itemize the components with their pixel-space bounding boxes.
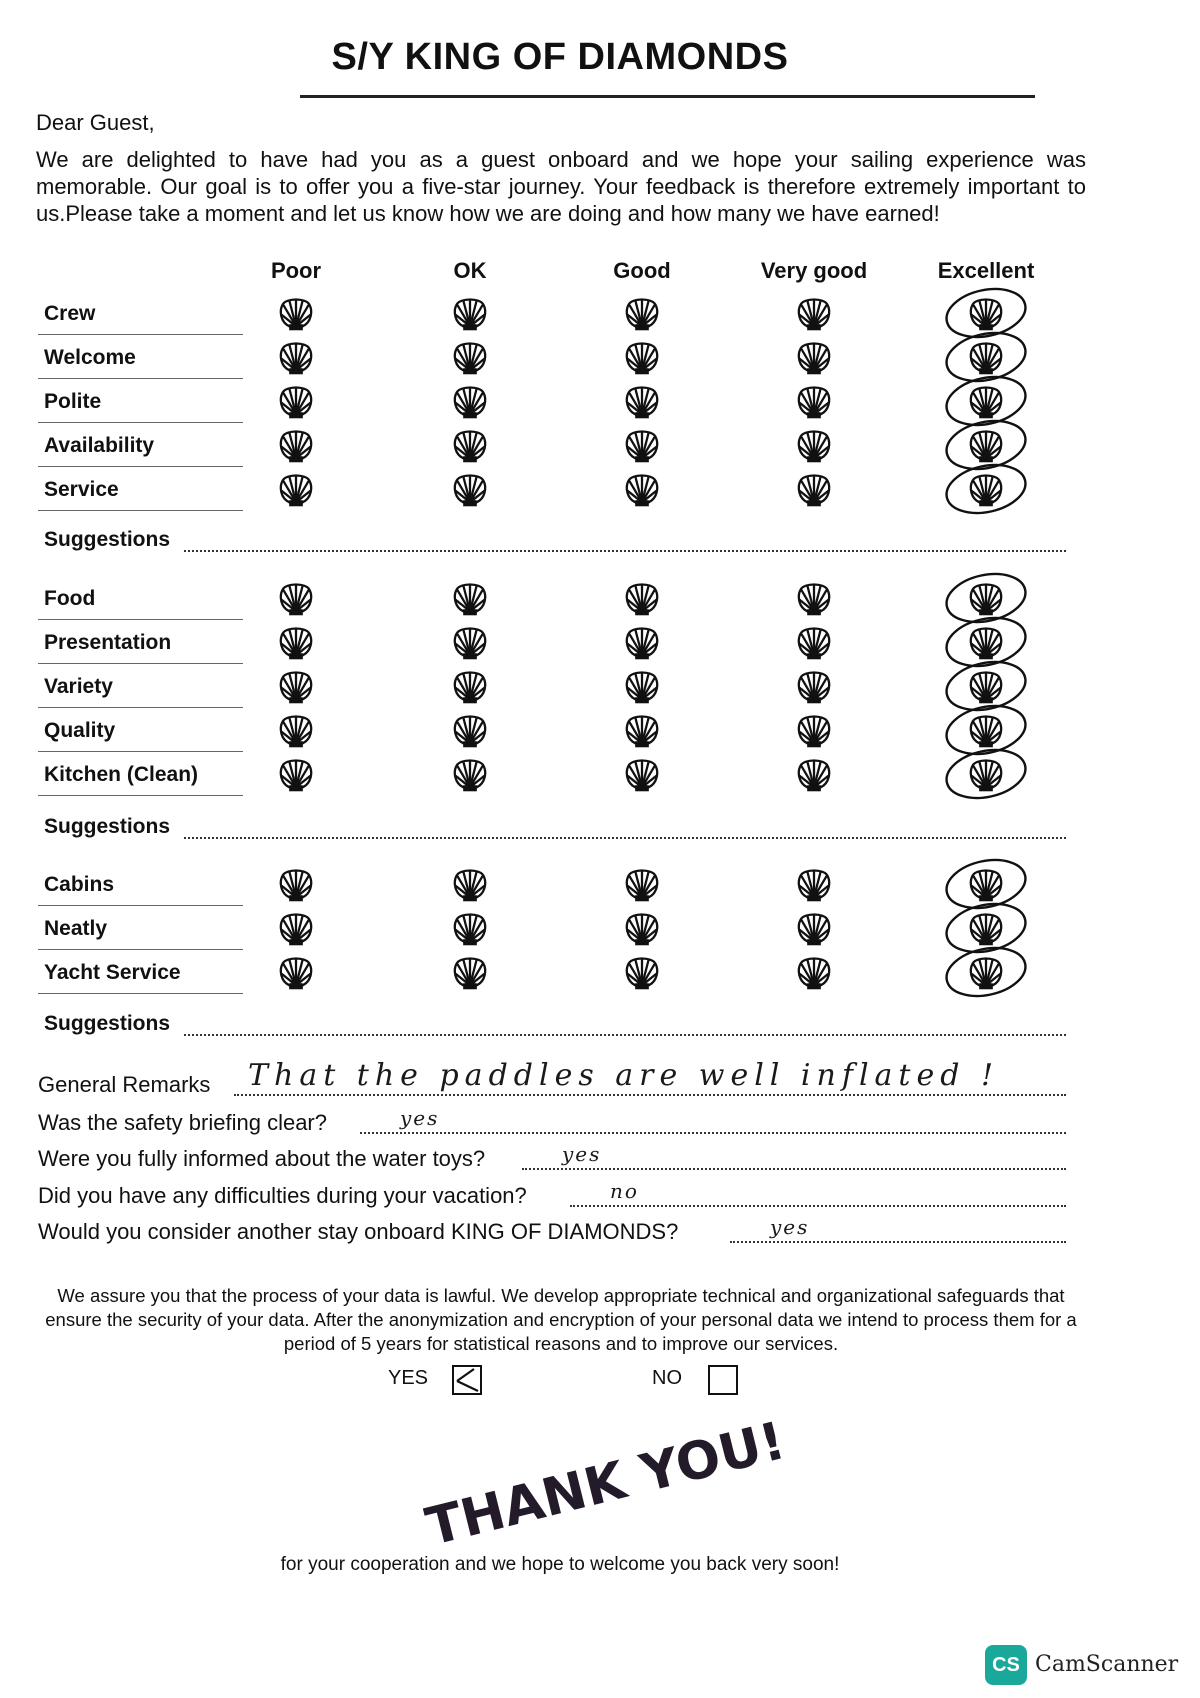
row-divider: [38, 378, 243, 379]
rating-row-label: Service: [44, 478, 119, 501]
scallop-shell-icon[interactable]: [451, 579, 489, 617]
rating-option-good[interactable]: [623, 382, 661, 420]
scallop-shell-icon[interactable]: [451, 667, 489, 705]
row-divider: [38, 663, 243, 664]
rating-option-ok[interactable]: [451, 338, 489, 376]
suggestions-field[interactable]: [184, 1034, 1066, 1036]
intro-paragraph: We are delighted to have had you as a guest onboard and we hope your sailing experience was memorable. Our goal is to offer you a five-star journey. Your feedback is therefore extremely important to us.Please take a moment and let us know how we are doing and how many we have earned!: [36, 147, 1086, 226]
rating-option-ok[interactable]: [451, 865, 489, 903]
scallop-shell-icon[interactable]: [623, 909, 661, 947]
handwritten-answer: no: [610, 1179, 639, 1203]
rating-option-poor[interactable]: [277, 623, 315, 661]
scallop-shell-icon[interactable]: [623, 470, 661, 508]
rating-row-label: Availability: [44, 434, 155, 457]
scallop-shell-icon[interactable]: [451, 338, 489, 376]
rating-option-poor[interactable]: [277, 909, 315, 947]
row-divider: [38, 510, 243, 511]
rating-row-label: Cabins: [44, 873, 115, 896]
greeting: Dear Guest,: [36, 110, 155, 135]
scallop-shell-icon[interactable]: [451, 953, 489, 991]
scallop-shell-icon[interactable]: [451, 426, 489, 464]
scallop-shell-icon[interactable]: [451, 623, 489, 661]
rating-option-very-good[interactable]: [795, 579, 833, 617]
camscanner-logo-icon: CS: [985, 1645, 1027, 1685]
closing-message: for your cooperation and we hope to welcome you back very soon!: [280, 1554, 840, 1575]
rating-row-label: Quality: [44, 719, 116, 742]
consent-yes-label: YES: [388, 1367, 429, 1389]
rating-option-poor[interactable]: [277, 294, 315, 332]
scallop-shell-icon[interactable]: [451, 865, 489, 903]
scallop-shell-icon[interactable]: [277, 909, 315, 947]
scallop-shell-icon[interactable]: [277, 338, 315, 376]
rating-option-poor[interactable]: [277, 579, 315, 617]
scallop-shell-icon[interactable]: [795, 909, 833, 947]
column-header-ok: OK: [453, 258, 487, 283]
row-divider: [38, 619, 243, 620]
scallop-shell-icon[interactable]: [795, 623, 833, 661]
scallop-shell-icon[interactable]: [451, 294, 489, 332]
row-divider: [38, 751, 243, 752]
check-mark-icon: [454, 1367, 480, 1393]
rating-option-very-good[interactable]: [795, 865, 833, 903]
row-divider: [38, 993, 243, 994]
answer-field[interactable]: [730, 1241, 1066, 1243]
rating-option-very-good[interactable]: [795, 953, 833, 991]
rating-option-poor[interactable]: [277, 382, 315, 420]
rating-option-very-good[interactable]: [795, 294, 833, 332]
suggestions-field[interactable]: [184, 550, 1066, 552]
answer-field[interactable]: [360, 1132, 1066, 1134]
scallop-shell-icon[interactable]: [795, 338, 833, 376]
rating-option-poor[interactable]: [277, 426, 315, 464]
rating-option-ok[interactable]: [451, 953, 489, 991]
consent-yes-checkbox[interactable]: [452, 1365, 482, 1395]
row-divider: [38, 707, 243, 708]
column-header-poor: Poor: [270, 258, 322, 283]
rating-option-ok[interactable]: [451, 579, 489, 617]
rating-row-label: Yacht Service: [44, 961, 181, 984]
scallop-shell-icon[interactable]: [795, 426, 833, 464]
privacy-notice: We assure you that the process of your data is lawful. We develop appropriate technical and organizational safeguards that ensure the security of your data. After the anonymization and encryption of your personal data we intend to process them for a period of 5 years for statistical reasons and to improve our services.: [45, 1285, 1077, 1354]
scallop-shell-icon[interactable]: [795, 953, 833, 991]
answer-field[interactable]: [234, 1094, 1066, 1096]
rating-row-label: Crew: [44, 302, 96, 325]
thank-you-text: THANK YOU!: [420, 1410, 792, 1559]
handwritten-answer: yes: [562, 1142, 602, 1166]
selection-circle-mark: [941, 746, 1031, 802]
rating-option-poor[interactable]: [277, 470, 315, 508]
column-header-good: Good: [613, 258, 671, 283]
scallop-shell-icon[interactable]: [623, 711, 661, 749]
scallop-shell-icon[interactable]: [451, 470, 489, 508]
consent-no-checkbox[interactable]: [708, 1365, 738, 1395]
title-underline: [300, 95, 1035, 98]
row-divider: [38, 905, 243, 906]
rating-option-good[interactable]: [623, 294, 661, 332]
row-divider: [38, 795, 243, 796]
suggestions-field[interactable]: [184, 837, 1066, 839]
scallop-shell-icon[interactable]: [623, 382, 661, 420]
row-divider: [38, 949, 243, 950]
rating-option-ok[interactable]: [451, 426, 489, 464]
scallop-shell-icon[interactable]: [795, 470, 833, 508]
scallop-shell-icon[interactable]: [277, 711, 315, 749]
rating-row-label: Variety: [44, 675, 113, 698]
scallop-shell-icon[interactable]: [795, 579, 833, 617]
rating-row-label: Neatly: [44, 917, 108, 940]
rating-option-very-good[interactable]: [795, 338, 833, 376]
question-label: Were you fully informed about the water toys?: [38, 1146, 486, 1171]
scallop-shell-icon[interactable]: [451, 711, 489, 749]
thank-you-handwriting: [410, 1400, 792, 1559]
scallop-shell-icon[interactable]: [623, 755, 661, 793]
form-title: S/Y KING OF DIAMONDS: [331, 36, 789, 78]
scallop-shell-icon[interactable]: [623, 623, 661, 661]
handwritten-answer: That the paddles are well inflated !: [248, 1058, 1000, 1093]
scallop-shell-icon[interactable]: [277, 470, 315, 508]
rating-option-good[interactable]: [623, 667, 661, 705]
rating-option-poor[interactable]: [277, 755, 315, 793]
rating-row-label: Kitchen (Clean): [44, 763, 199, 786]
rating-row-label: Presentation: [44, 631, 172, 654]
rating-option-ok[interactable]: [451, 909, 489, 947]
scallop-shell-icon[interactable]: [623, 338, 661, 376]
rating-option-good[interactable]: [623, 623, 661, 661]
scallop-shell-icon[interactable]: [451, 909, 489, 947]
rating-option-ok[interactable]: [451, 382, 489, 420]
scallop-shell-icon[interactable]: [623, 294, 661, 332]
scallop-shell-icon[interactable]: [623, 865, 661, 903]
rating-option-very-good[interactable]: [795, 711, 833, 749]
scallop-shell-icon[interactable]: [623, 953, 661, 991]
rating-option-ok[interactable]: [451, 470, 489, 508]
rating-option-very-good[interactable]: [795, 623, 833, 661]
scallop-shell-icon[interactable]: [623, 667, 661, 705]
selection-circle-mark: [941, 461, 1031, 517]
scallop-shell-icon[interactable]: [795, 667, 833, 705]
rating-option-ok[interactable]: [451, 755, 489, 793]
row-divider: [38, 466, 243, 467]
camscanner-watermark: CamScanner: [1035, 1652, 1179, 1677]
rating-option-ok[interactable]: [451, 667, 489, 705]
rating-option-ok[interactable]: [451, 294, 489, 332]
scallop-shell-icon[interactable]: [623, 579, 661, 617]
scallop-shell-icon[interactable]: [277, 755, 315, 793]
suggestions-label: Suggestions: [44, 528, 171, 551]
scallop-shell-icon[interactable]: [795, 382, 833, 420]
rating-option-good[interactable]: [623, 909, 661, 947]
scallop-shell-icon[interactable]: [795, 865, 833, 903]
question-label: Was the safety briefing clear?: [38, 1110, 327, 1135]
rating-option-very-good[interactable]: [795, 426, 833, 464]
rating-option-good[interactable]: [623, 865, 661, 903]
consent-no-label: NO: [652, 1367, 682, 1389]
rating-option-very-good[interactable]: [795, 755, 833, 793]
answer-field[interactable]: [570, 1205, 1066, 1207]
rating-option-good[interactable]: [623, 953, 661, 991]
rating-option-good[interactable]: [623, 338, 661, 376]
scallop-shell-icon[interactable]: [795, 294, 833, 332]
rating-option-very-good[interactable]: [795, 470, 833, 508]
row-divider: [38, 422, 243, 423]
rating-row-label: Food: [44, 587, 96, 610]
scallop-shell-icon[interactable]: [277, 382, 315, 420]
rating-option-very-good[interactable]: [795, 909, 833, 947]
scallop-shell-icon[interactable]: [623, 426, 661, 464]
handwritten-answer: yes: [770, 1215, 810, 1239]
row-divider: [38, 334, 243, 335]
rating-option-ok[interactable]: [451, 711, 489, 749]
suggestions-label: Suggestions: [44, 1012, 171, 1035]
rating-option-poor[interactable]: [277, 865, 315, 903]
scallop-shell-icon[interactable]: [277, 426, 315, 464]
scallop-shell-icon[interactable]: [795, 711, 833, 749]
rating-option-poor[interactable]: [277, 953, 315, 991]
rating-option-poor[interactable]: [277, 338, 315, 376]
question-label: Did you have any difficulties during your vacation?: [38, 1183, 527, 1208]
scallop-shell-icon[interactable]: [277, 865, 315, 903]
suggestions-label: Suggestions: [44, 815, 171, 838]
rating-option-poor[interactable]: [277, 711, 315, 749]
scallop-shell-icon[interactable]: [277, 953, 315, 991]
question-label: General Remarks: [38, 1072, 211, 1097]
rating-row-label: Polite: [44, 390, 102, 413]
rating-option-very-good[interactable]: [795, 382, 833, 420]
scallop-shell-icon[interactable]: [277, 294, 315, 332]
rating-option-very-good[interactable]: [795, 667, 833, 705]
rating-row-label: Welcome: [44, 346, 136, 369]
scallop-shell-icon[interactable]: [277, 623, 315, 661]
column-header-excellent: Excellent: [937, 258, 1035, 283]
rating-option-good[interactable]: [623, 426, 661, 464]
rating-option-good[interactable]: [623, 579, 661, 617]
selection-circle-mark: [941, 944, 1031, 1000]
scallop-shell-icon[interactable]: [451, 382, 489, 420]
scallop-shell-icon[interactable]: [451, 755, 489, 793]
answer-field[interactable]: [522, 1168, 1066, 1170]
rating-option-poor[interactable]: [277, 667, 315, 705]
scallop-shell-icon[interactable]: [277, 579, 315, 617]
scallop-shell-icon[interactable]: [795, 755, 833, 793]
column-header-very-good: Very good: [760, 258, 868, 283]
rating-option-good[interactable]: [623, 711, 661, 749]
rating-option-ok[interactable]: [451, 623, 489, 661]
question-label: Would you consider another stay onboard KING OF DIAMONDS?: [38, 1219, 679, 1244]
rating-option-good[interactable]: [623, 470, 661, 508]
rating-option-good[interactable]: [623, 755, 661, 793]
handwritten-answer: yes: [400, 1106, 440, 1130]
scallop-shell-icon[interactable]: [277, 667, 315, 705]
